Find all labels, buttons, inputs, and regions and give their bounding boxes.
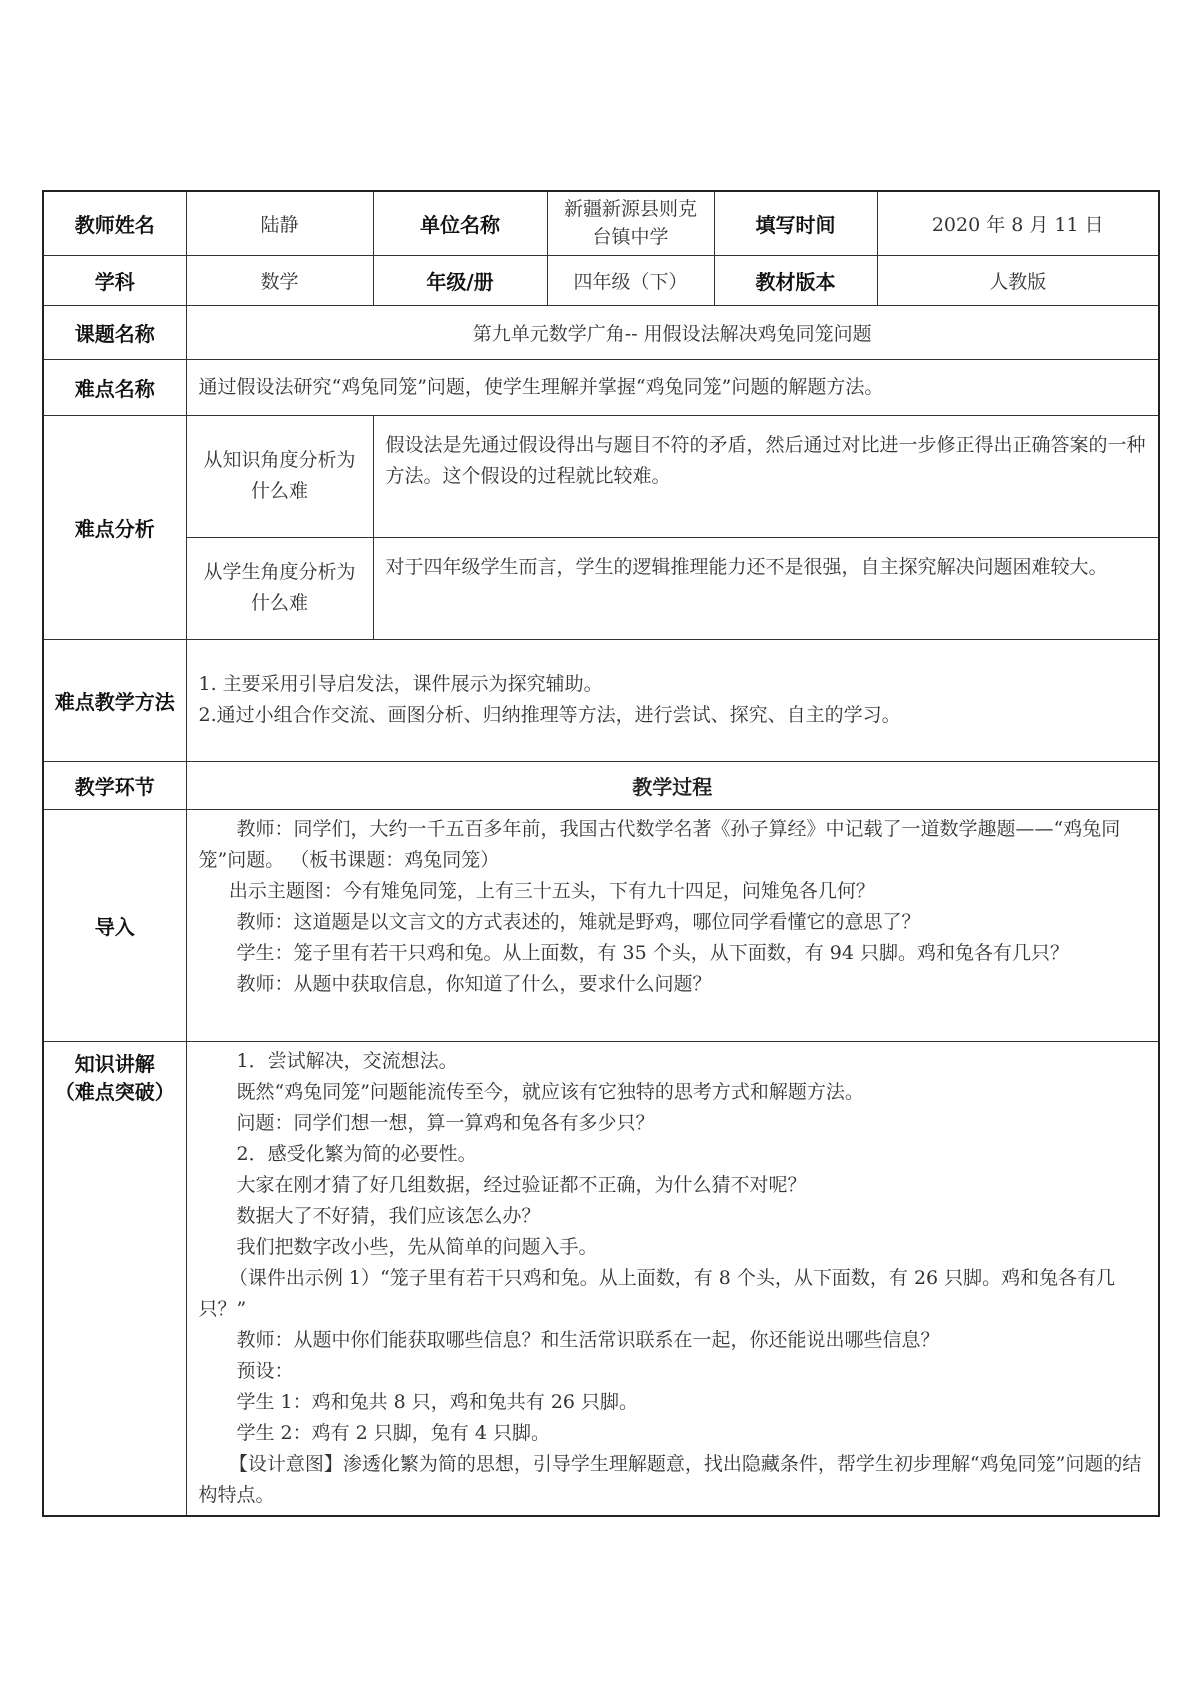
knowledge-angle-label: 从知识角度分析为什么难 xyxy=(186,415,373,537)
knowledge-line-9: 教师：从题中你们能获取哪些信息？和生活常识联系在一起，你还能说出哪些信息？ xyxy=(236,1328,940,1351)
intro-row xyxy=(43,809,1159,1041)
grade-label: 年级/册 xyxy=(373,255,547,305)
knowledge-line-4: 2．感受化繁为简的必要性。 xyxy=(236,1142,477,1165)
unit-name-value: 新疆新源县则克台镇中学 xyxy=(547,191,714,255)
intro-line-3: 教师：这道题是以文言文的方式表述的，雉就是野鸡，哪位同学看懂它的意思了？ xyxy=(236,910,921,933)
knowledge-line-2: 既然“鸡兔同笼”问题能流传至今，就应该有它独特的思考方式和解题方法。 xyxy=(236,1080,864,1103)
method-label: 难点教学方法 xyxy=(43,639,186,761)
knowledge-line-6: 数据大了不好猜，我们应该怎么办？ xyxy=(236,1204,541,1227)
topic-row xyxy=(43,305,1159,359)
knowledge-label-line-1: 知识讲解 xyxy=(74,1051,155,1076)
method-row xyxy=(43,639,1159,761)
edition-value: 人教版 xyxy=(877,255,1159,305)
fill-time-label: 填写时间 xyxy=(714,191,877,255)
process-header-row xyxy=(43,761,1159,809)
knowledge-line-8: （课件出示例 1）“笼子里有若干只鸡和兔。从上面数，有 8 个头，从下面数，有 26 只脚。鸡和兔各有几只？” xyxy=(198,1266,1116,1320)
difficulty-label: 难点名称 xyxy=(43,359,186,415)
knowledge-line-5: 大家在刚才猜了好几组数据，经过验证都不正确，为什么猜不对呢？ xyxy=(236,1173,807,1196)
difficulty-value: 通过假设法研究“鸡兔同笼”问题，使学生理解并掌握“鸡兔同笼”问题的解题方法。 xyxy=(186,359,1159,415)
header-row-2 xyxy=(43,255,1159,305)
header-row-1 xyxy=(43,191,1159,255)
subject-value: 数学 xyxy=(186,255,373,305)
method-line-1: 1. 主要采用引导启发法，课件展示为探究辅助。 xyxy=(198,673,603,695)
fill-time-value: 2020 年 8 月 11 日 xyxy=(877,191,1159,255)
teacher-name-label: 教师姓名 xyxy=(43,191,186,255)
knowledge-row xyxy=(43,1041,1159,1516)
intro-line-4: 学生：笼子里有若干只鸡和兔。从上面数，有 35 个头，从下面数，有 94 只脚。鸡和兔各有几只？ xyxy=(236,941,1070,964)
topic-value: 第九单元数学广角-- 用假设法解决鸡兔同笼问题 xyxy=(186,305,1159,359)
grade-value: 四年级（下） xyxy=(547,255,714,305)
teacher-name-value: 陆静 xyxy=(186,191,373,255)
stage-header: 教学环节 xyxy=(43,761,186,809)
edition-label: 教材版本 xyxy=(714,255,877,305)
knowledge-label-line-2: （难点突破） xyxy=(54,1079,175,1104)
student-angle-label: 从学生角度分析为什么难 xyxy=(186,537,373,639)
analysis-row-student xyxy=(43,537,1159,639)
difficulty-row xyxy=(43,359,1159,415)
knowledge-line-7: 我们把数字改小些，先从简单的问题入手。 xyxy=(236,1235,598,1258)
intro-content xyxy=(186,809,1159,1041)
process-header: 教学过程 xyxy=(186,761,1159,809)
knowledge-line-3: 问题：同学们想一想，算一算鸡和兔各有多少只？ xyxy=(236,1111,655,1134)
knowledge-content xyxy=(186,1041,1159,1516)
knowledge-label xyxy=(43,1041,186,1516)
subject-label: 学科 xyxy=(43,255,186,305)
intro-label: 导入 xyxy=(43,809,186,1041)
knowledge-line-1: 1．尝试解决，交流想法。 xyxy=(236,1049,458,1072)
student-angle-text: 对于四年级学生而言，学生的逻辑推理能力还不是很强，自主探究解决问题困难较大。 xyxy=(373,537,1159,639)
analysis-label: 难点分析 xyxy=(43,415,186,639)
knowledge-line-10: 预设： xyxy=(236,1359,294,1382)
intro-line-5: 教师：从题中获取信息，你知道了什么，要求什么问题？ xyxy=(236,972,712,995)
knowledge-line-13: 【设计意图】渗透化繁为简的思想，引导学生理解题意，找出隐藏条件，帮学生初步理解“鸡兔同笼”问题的结构特点。 xyxy=(198,1452,1142,1506)
knowledge-line-12: 学生 2：鸡有 2 只脚，兔有 4 只脚。 xyxy=(236,1421,550,1444)
analysis-row-knowledge xyxy=(43,415,1159,537)
lesson-plan-table xyxy=(42,190,1160,1517)
knowledge-angle-text: 假设法是先通过假设得出与题目不符的矛盾，然后通过对比进一步修正得出正确答案的一种方法。这个假设的过程就比较难。 xyxy=(373,415,1159,537)
unit-name-label: 单位名称 xyxy=(373,191,547,255)
topic-label: 课题名称 xyxy=(43,305,186,359)
method-line-2: 2.通过小组合作交流、画图分析、归纳推理等方法，进行尝试、探究、自主的学习。 xyxy=(198,704,901,726)
intro-line-1: 教师：同学们，大约一千五百多年前，我国古代数学名著《孙子算经》中记载了一道数学趣题——“鸡兔同笼”问题。 （板书课题：鸡兔同笼） xyxy=(198,817,1121,871)
knowledge-line-11: 学生 1：鸡和兔共 8 只，鸡和兔共有 26 只脚。 xyxy=(236,1390,639,1413)
intro-line-2: 出示主题图：今有雉兔同笼，上有三十五头，下有九十四足，问雉兔各几何？ xyxy=(228,879,875,902)
method-content xyxy=(186,639,1159,761)
